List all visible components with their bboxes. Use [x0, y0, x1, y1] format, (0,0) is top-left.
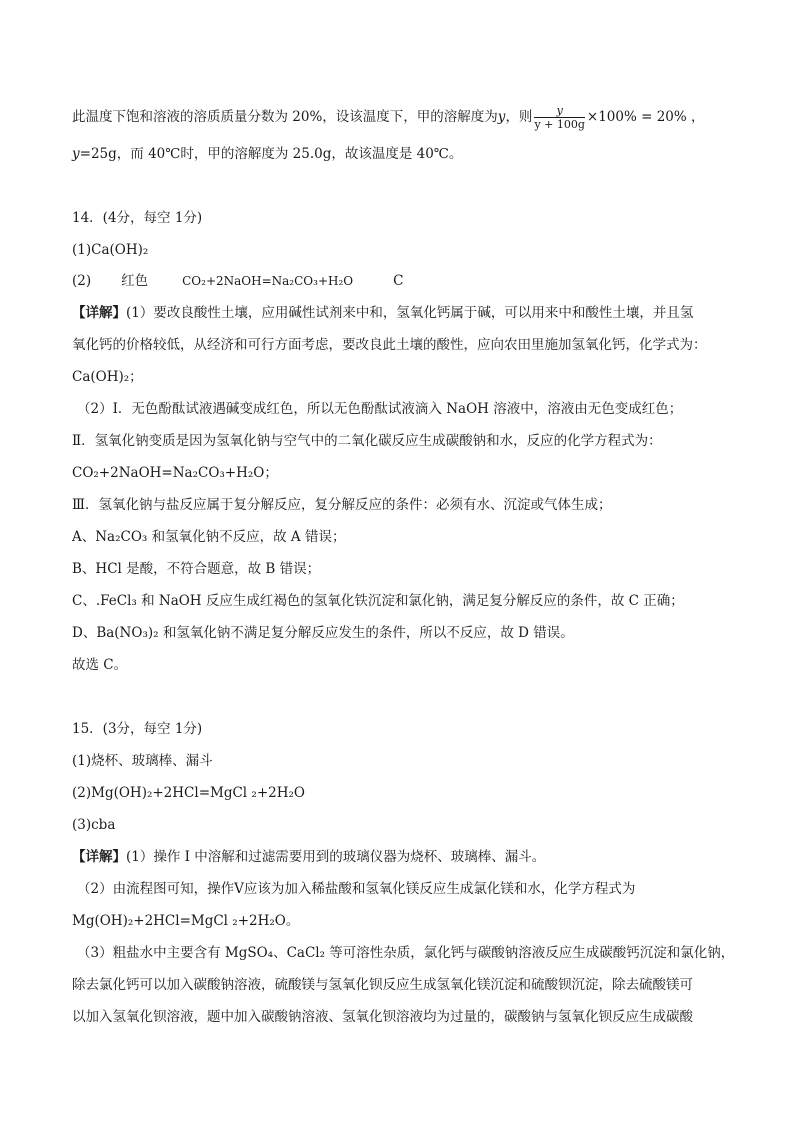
q15-detail-6: 以加入氢氧化钡溶液，题中加入碳酸钠溶液、氢氧化钡溶液均为过量的，碳酸钠与氢氧化钡反应生成碳酸: [72, 1009, 693, 1025]
q15-header: 15．(3分，每空 1分): [72, 721, 203, 737]
solubility-fraction: [534, 104, 584, 131]
fraction-denominator: y + 100g: [534, 118, 585, 131]
var-y: y: [497, 109, 506, 125]
q15-detail-3: Mg(OH)₂+2HCl=MgCl ₂+2H₂O。: [72, 913, 300, 929]
q14-answer-2-equation: CO₂+2NaOH=Na₂CO₃+H₂O: [182, 274, 354, 288]
q14-answer-2-choice: C: [393, 273, 404, 289]
q13-text-1c: ×100% = 20% ，: [586, 109, 705, 125]
detail-tag: 【详解】: [72, 849, 126, 865]
q14-answer-1: (1)Ca(OH)₂: [72, 242, 149, 258]
q14-detail-2: 氧化钙的价格较低，从经济和可行方面考虑，要改良此土壤的酸性，应向农田里施加氢氧化钙，化学式为：: [72, 337, 707, 353]
q14-option-a: A、Na₂CO₃ 和氢氧化钠不反应，故 A 错误；: [72, 529, 346, 545]
q14-option-b: B、HCl 是酸，不符合题意，故 B 错误；: [72, 561, 321, 577]
q15-answer-3: (3)cba: [72, 817, 116, 833]
var-y: y: [72, 146, 80, 162]
q14-detail-1: [72, 303, 754, 323]
q15-detail-5: 除去氯化钙可以加入碳酸钠溶液，硫酸镁与氢氧化钡反应生成氢氧化镁沉淀和硫酸钡沉淀，除去硫酸镁可: [72, 977, 693, 993]
q15-detail-1-text: (1）操作 I 中溶解和过滤需要用到的玻璃仪器为烧杯、玻璃棒、漏斗。: [126, 849, 546, 865]
q15-detail-1: [72, 847, 754, 867]
q13-line-1: [72, 104, 754, 131]
q14-detail-4: （2）Ⅰ．无色酚酞试液遇碱变成红色，所以无色酚酞试液滴入 NaOH 溶液中，溶液由无色变成红色；: [77, 401, 683, 417]
q13-line-2: [72, 144, 754, 164]
q14-option-d: D、Ba(NO₃)₂ 和氢氧化钠不满足复分解反应发生的条件，所以不反应，故 D 错误。: [72, 625, 574, 641]
q13-text-1a: 此温度下饱和溶液的溶质质量分数为 20%，设该温度下，甲的溶解度为: [72, 109, 498, 125]
q14-conclusion: 故选 C。: [72, 657, 128, 673]
q14-answer-2: [72, 271, 754, 291]
q14-header: 14．(4分，每空 1分): [72, 210, 203, 226]
q15-answer-1: (1)烧杯、玻璃棒、漏斗: [72, 753, 213, 769]
q14-answer-2-number: (2): [72, 273, 92, 289]
q14-detail-1-text: (1）要改良酸性土壤，应用碱性试剂来中和，氢氧化钙属于碱，可以用来中和酸性土壤，并且氢: [126, 305, 694, 321]
q14-detail-3: Ca(OH)₂；: [72, 369, 143, 385]
q14-detail-5: Ⅱ．氢氧化钠变质是因为氢氧化钠与空气中的二氧化碳反应生成碳酸钠和水，反应的化学方程式为：: [72, 433, 662, 449]
fraction-numerator: y: [534, 104, 584, 118]
detail-tag: 【详解】: [72, 305, 126, 321]
q14-detail-6: CO₂+2NaOH=Na₂CO₃+H₂O；: [72, 465, 278, 481]
q13-text-2: =25g，而 40℃时，甲的溶解度为 25.0g，故该温度是 40℃。: [79, 146, 463, 162]
q14-detail-7: Ⅲ．氢氧化钠与盐反应属于复分解反应，复分解反应的条件：必须有水、沉淀或气体生成；: [72, 497, 612, 513]
q13-text-1b: ，则: [505, 109, 533, 125]
q15-detail-2: （2）由流程图可知，操作Ⅴ应该为加入稀盐酸和氢氧化镁反应生成氯化镁和水，化学方程式为: [77, 881, 636, 897]
q14-answer-2-color: 红色: [121, 273, 149, 289]
q14-option-c: C、.FeCl₃ 和 NaOH 反应生成红褐色的氢氧化铁沉淀和氯化钠，满足复分解反应的条件，故 C 正确；: [72, 593, 684, 609]
q15-detail-4: （3）粗盐水中主要含有 MgSO₄、CaCl₂ 等可溶性杂质，氯化钙与碳酸钠溶液反应生成碳酸钙沉淀和氯化钠，: [77, 945, 735, 961]
q15-answer-2: (2)Mg(OH)₂+2HCl=MgCl ₂+2H₂O: [72, 785, 305, 801]
